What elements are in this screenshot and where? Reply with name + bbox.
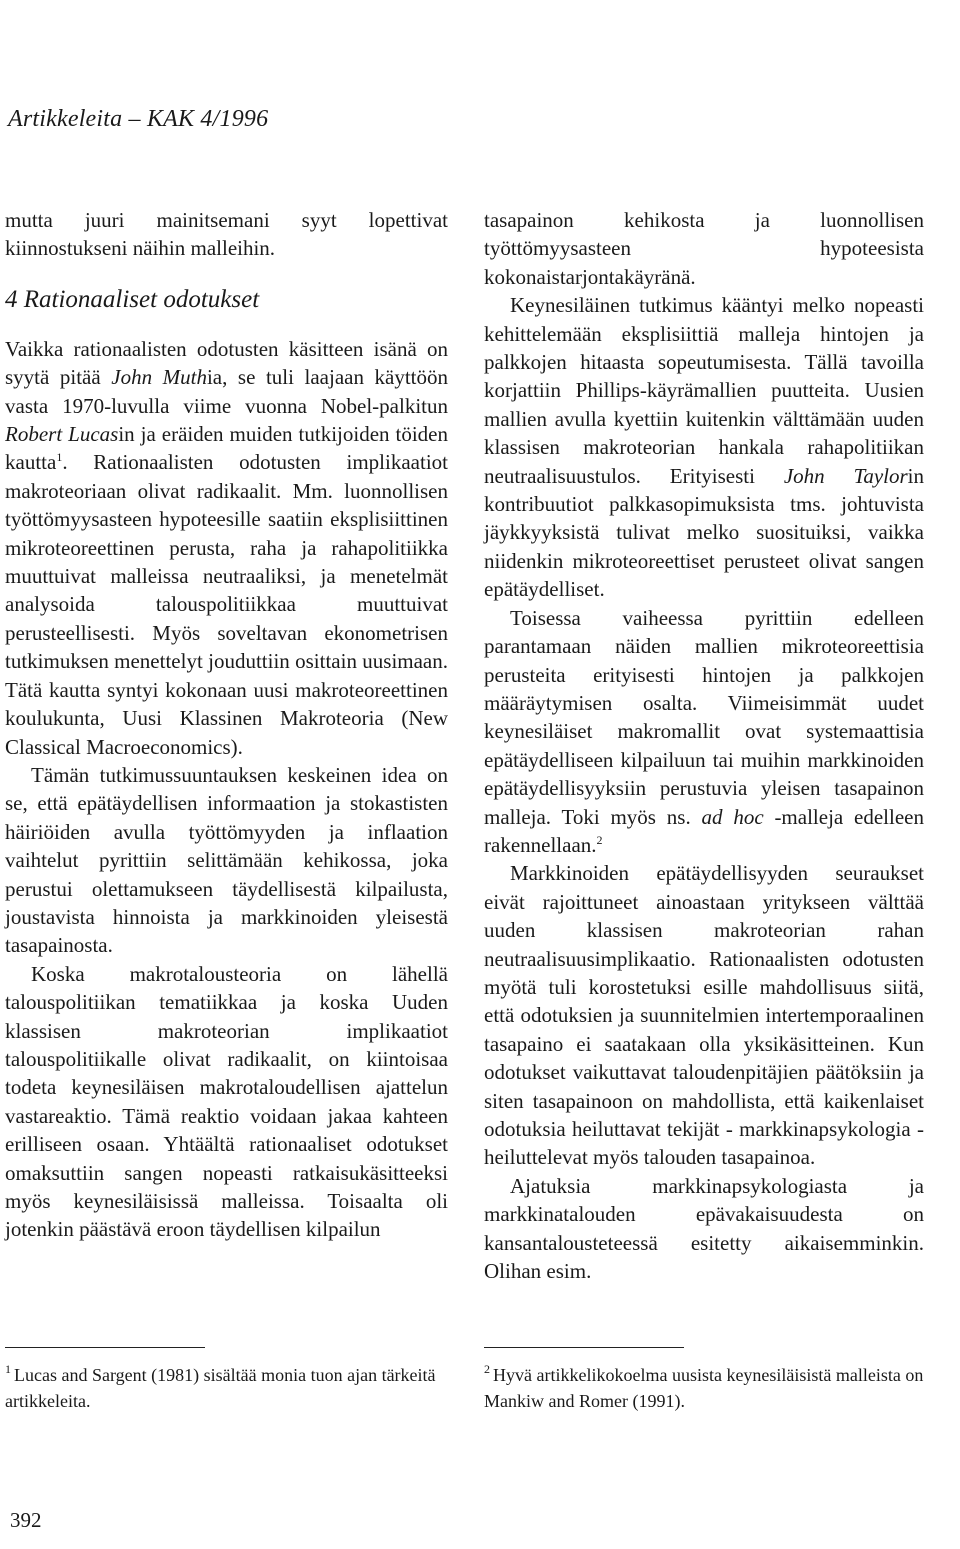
right-paragraph-1: tasapainon kehikosta ja luonnollisen työttömyysasteen hypoteesista kokonaistarjontakäyränä. — [484, 208, 924, 289]
text-run: Vaikka rationaalisten odotusten käsitteen isänä on syytä pitää — [5, 336, 448, 390]
author-name-muth: John Muth — [111, 365, 207, 390]
left-paragraph-1: mutta juuri mainitsemani syyt lopettivat kiinnostukseni näihin malleihin. — [5, 208, 448, 261]
left-paragraph-2 — [5, 335, 448, 761]
text-run: Toisessa vaiheessa pyrittiin edelleen parantamaan näiden mallien mikroteoreettisia perusteita erityisesti hintojen ja palkkojen määräytymisen osalta. Viimeisimmät uudet keynesiläiset makromallit ovat systemaattisia epätäydelliseen kilpailuun tai muihin markkinoiden epätäydellisyyksiin perustuvia yleisen tasapainon malleja. Toki myös ns. — [484, 605, 924, 829]
footnote-text: Hyvä artikkelikokoelma uusista keynesiläisistä malleista on Mankiw and Romer (1991). — [484, 1365, 924, 1411]
footnote-2 — [484, 1362, 924, 1414]
right-paragraph-3 — [484, 604, 924, 860]
footnote-ref-2[interactable]: 2 — [596, 832, 603, 847]
right-paragraph-5: Ajatuksia markkinapsykologiasta ja markkinatalouden epävakaisuudesta on kansantalousteteessä esitetty aikaisemminkin. Olihan esim. — [484, 1173, 924, 1284]
left-column — [5, 206, 448, 1244]
running-head: Artikkeleita – KAK 4/1996 — [8, 106, 269, 132]
footnote-mark: 2 — [484, 1362, 490, 1376]
page-number: 392 — [10, 1508, 42, 1532]
text-run: ia, se tuli laajaan käyttöön vasta 1970-luvulla viime vuonna Nobel-palkitun — [5, 365, 449, 418]
section-heading: 4 Rationaaliset odotukset — [5, 285, 260, 313]
author-name-taylor: John Taylor — [783, 463, 908, 488]
footnote-ref-1[interactable]: 1 — [56, 450, 63, 465]
text-run: -malleja edelleen rakennellaan. — [484, 804, 924, 857]
left-paragraph-3: Tämän tutkimussuuntauksen keskeinen idea on se, että epätäydellisen informaation ja stokastisten häiriöiden avulla työttömyyden ja inflaation vaihtelut pyrittiin selittämään kehikossa, joka perustui olettamukseen täydellisestä kilpailusta, joustavista hinnoista ja markkinoiden yleisestä tasapainosta. — [5, 762, 448, 958]
ad-hoc-term: ad hoc — [701, 804, 764, 829]
text-run: Keynesiläinen tutkimus kääntyi melko nopeasti kehittelemään eksplisiittiä malleja hintojen ja palkkojen hitaasta sopeutumisesta. Tällä tavoilla korjattiin Phillips-käyrämallien puutteita. Uusien mallien avulla kyettiin kuitenkin välttämään uuden klassisen makroteorian hankala rahapolitiikan neutraalisuustulos. Erityisesti — [484, 293, 924, 488]
text-run: . Rationaalisten odotusten implikaatiot makroteoriaan olivat radikaalit. Mm. luonnollisen työttömyysasteen hypoteesille saatiin eksplisiittinen mikroteoreettinen perusta, raha ja rahapolitiikka muuttuivat malleissa neutraaliksi, ja menetelmät analysoida talouspolitiikkaa muuttuivat perusteellisesti. Myös soveltavan ekonometrisen tutkimuksen menettelyt jouduttiin osittain uusimaan. Tätä kautta syntyi kokonaan uusi makroteoreettinen koulukunta, Uusi Klassinen Makroteoria (New Classical Macroeconomics). — [5, 450, 448, 759]
text-run: in kontribuutiot palkkasopimuksista tms. johtuvista jäykkyyksistä tulivat melko suosituiksi, vaikka niidenkin mikroteoreettiset perusteet olivat sangen epätäydelliset. — [484, 463, 924, 602]
footnote-mark: 1 — [5, 1362, 11, 1376]
text-run: in ja eräiden muiden tutkijoiden töiden kautta — [5, 422, 448, 475]
author-name-lucas: Robert Lucas — [5, 422, 119, 447]
right-paragraph-2 — [484, 291, 924, 603]
footnote-1 — [5, 1362, 450, 1414]
footnote-text: Lucas and Sargent (1981) sisältää monia tuon ajan tärkeitä artikkeleita. — [5, 1365, 436, 1411]
left-paragraph-4: Koska makrotalousteoria on lähellä talouspolitiikan tematiikkaa ja koska Uuden klassisen makroteorian implikaatiot talouspolitiikalle olivat radikaalit, on kiintoisaa todeta keynesiläisen makrotaloudellisen ajattelun vastareaktio. Tämä reaktio voidaan jakaa kahteen erilliseen osaan. Yhtäältä rationaaliset odotukset omaksuttiin sangen nopeasti ratkaisukäsitteeksi myös keynesiläisissä malleissa. Toisaalta oli jotenkin päästävä eroon täydellisen kilpailun — [5, 961, 448, 1242]
right-paragraph-4: Markkinoiden epätäydellisyyden seuraukset eivät rajoittuneet ainoastaan yritykseen välttää uuden klassisen makroteorian rahan neutraalisuusimplikaatio. Rationaalisten odotusten myötä tuli korostetuksi esille mahdollisuus siitä, että odotuksien ja suunnitelmien intertemporaalinen tasapaino ei saatakaan olla yksikäsitteinen. Kun odotukset vaikuttavat taloudenpitäjien päätöksiin ja siten tasapainoon on mahdollista, että kaikenlaiset odotuksia heiluttavat tekijät - markkinapsykologia - heiluttelevat myös talouden tasapainoa. — [484, 861, 924, 1170]
footnote-divider-left — [5, 1347, 205, 1348]
right-column — [484, 206, 924, 1285]
footnote-divider-right — [484, 1347, 684, 1348]
